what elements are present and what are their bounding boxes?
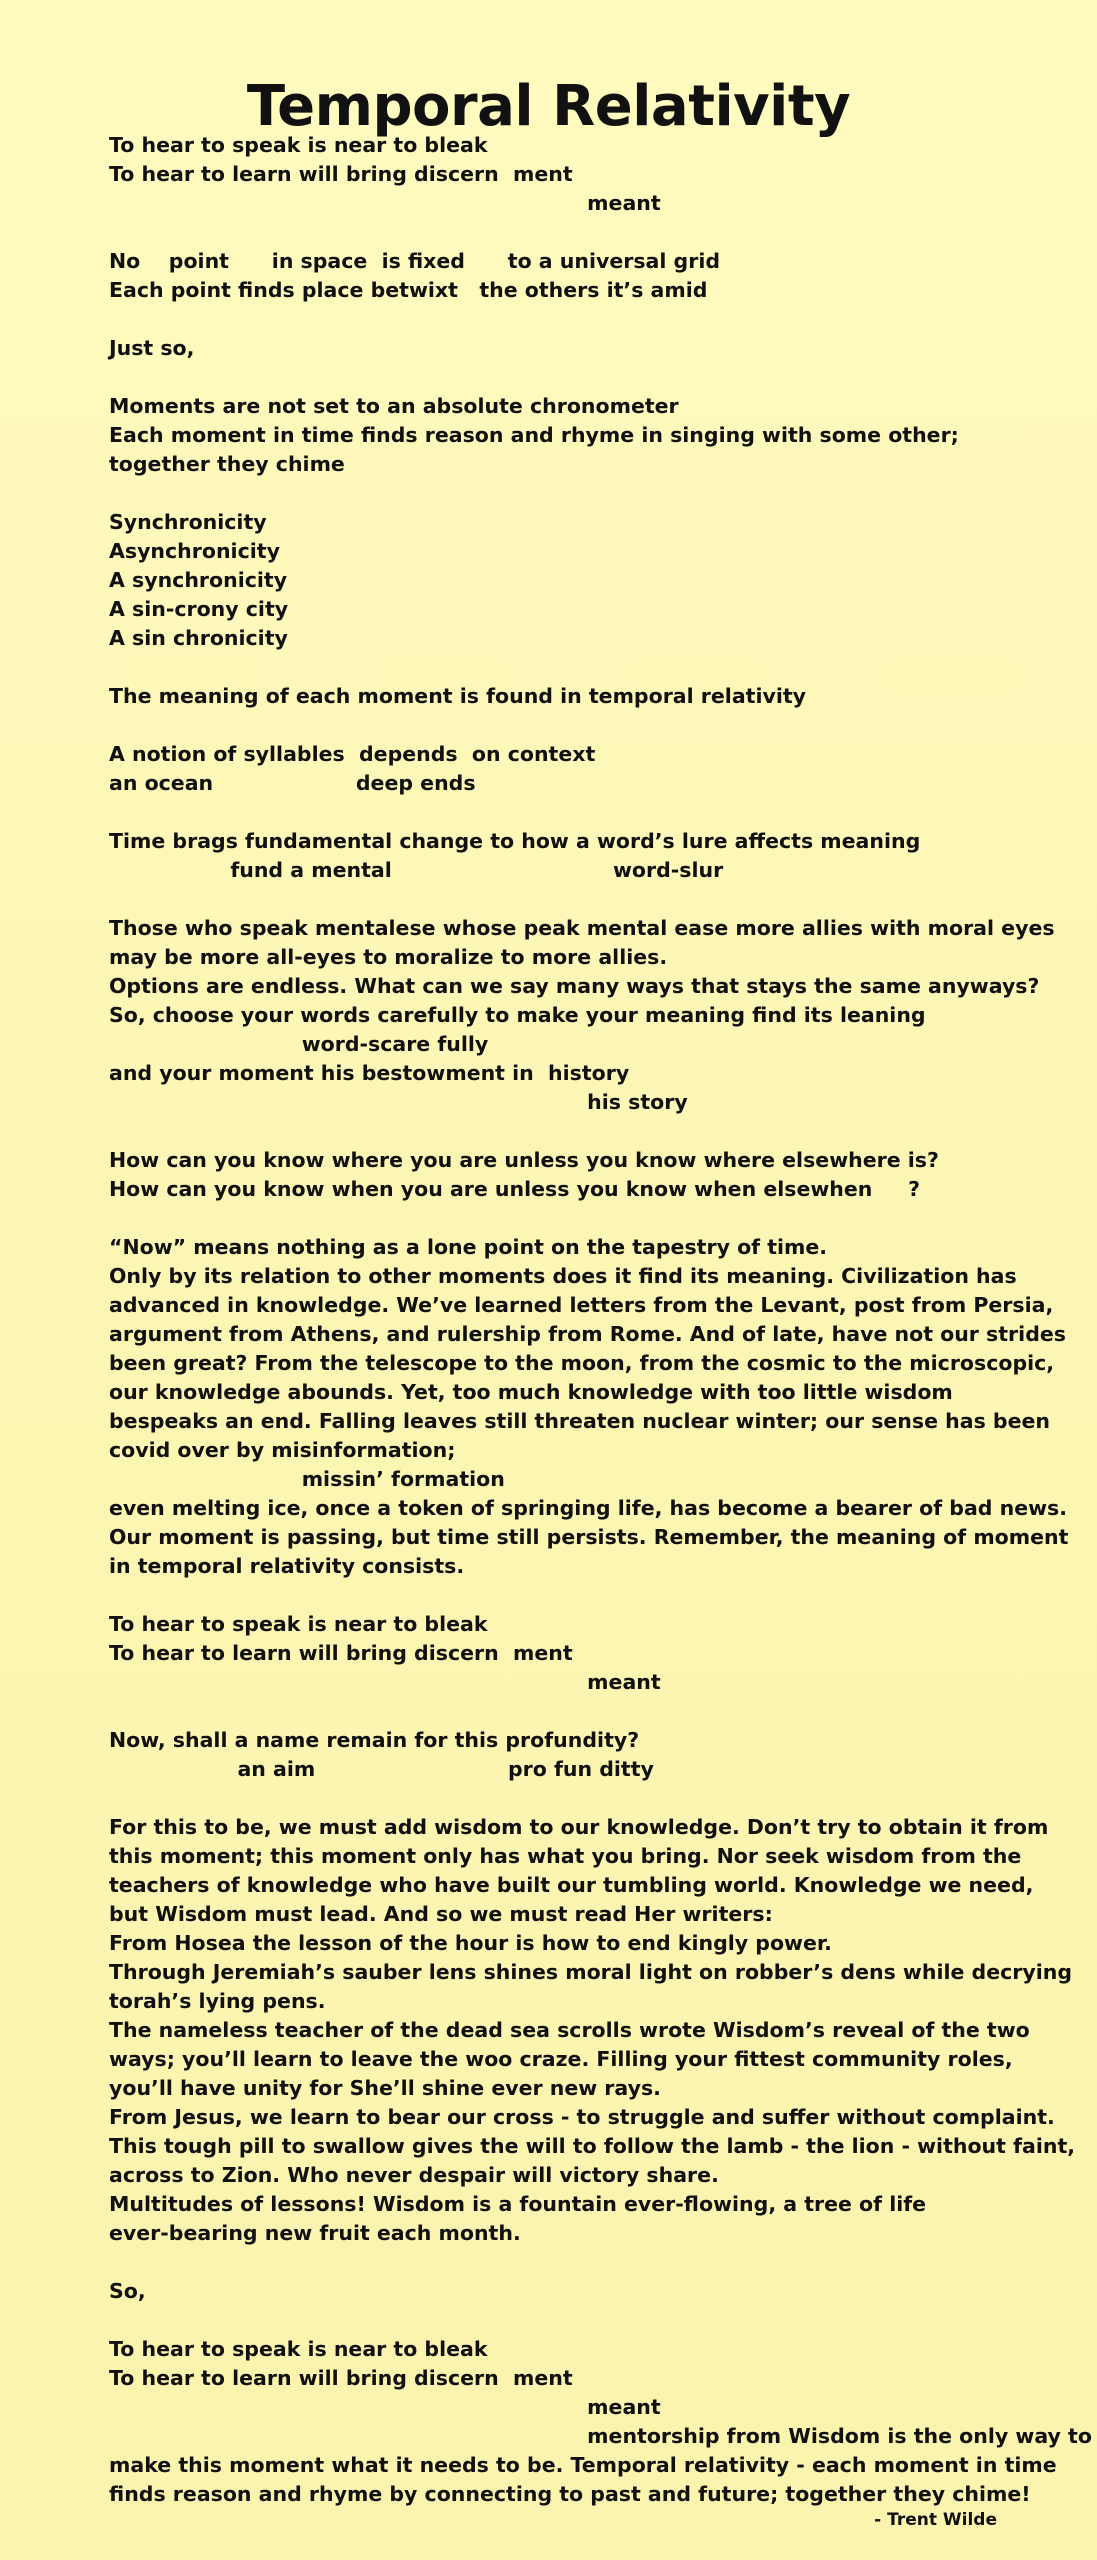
poem-line: our knowledge abounds. Yet, too much knowledge with too little wisdom [109,1380,953,1404]
poem-line: This tough pill to swallow gives the will to follow the lamb - the lion - without faint, [109,2134,1076,2158]
poem-line: argument from Athens, and rulership from Rome. And of late, have not our strides [109,1322,1066,1346]
poem-line: Only by its relation to other moments does it find its meaning. Civilization has [109,1264,1017,1288]
poem-line: “Now” means nothing as a lone point on the tapestry of time. [109,1235,828,1259]
poem-line: To hear to learn will bring discern ment [109,1641,573,1665]
poem-line: Each point finds place betwixt the others it’s amid [109,278,708,302]
author-signature: - Trent Wilde [874,2510,997,2530]
poem-line: meant [109,191,661,215]
poem-line: A notion of syllables depends on context [109,742,596,766]
poem-line: mentorship from Wisdom is the only way to [109,2424,1092,2448]
poem-line: The nameless teacher of the dead sea scrolls wrote Wisdom’s reveal of the two [109,2018,1030,2042]
poem-line: in temporal relativity consists. [109,1554,465,1578]
poem-line: From Hosea the lesson of the hour is how to end kingly power. [109,1931,832,1955]
poem-line: and your moment his bestowment in history [109,1061,630,1085]
stanza-break [109,711,1009,740]
poem-line: may be more all-eyes to moralize to more allies. [109,945,668,969]
poem-line: Multitudes of lessons! Wisdom is a fountain ever-flowing, a tree of life [109,2192,927,2216]
poem-line: A sin chronicity [109,626,288,650]
poem-line: but Wisdom must lead. And so we must read Her writers: [109,1902,773,1926]
poem-line: Our moment is passing, but time still persists. Remember, the meaning of moment [109,1525,1069,1549]
poem-line: Through Jeremiah’s sauber lens shines moral light on robber’s dens while decrying [109,1960,1073,1984]
poem-line: Options are endless. What can we say many ways that stays the same anyways? [109,974,1040,998]
poem-line: meant [109,2395,661,2419]
poem-line: advanced in knowledge. We’ve learned letters from the Levant, post from Persia, [109,1293,1054,1317]
poem-line: teachers of knowledge who have built our tumbling world. Knowledge we need, [109,1873,1034,1897]
poem-line: ever-bearing new fruit each month. [109,2221,521,2245]
poem-line: To hear to learn will bring discern ment [109,2366,573,2390]
poem-line: So, choose your words carefully to make your meaning find its leaning [109,1003,926,1027]
stanza-break [109,653,1009,682]
poem-line: across to Zion. Who never despair will victory share. [109,2163,719,2187]
poem-line: ways; you’ll learn to leave the woo craze. Filling your fittest community roles, [109,2047,1013,2071]
poem-line: missin’ formation [109,1467,505,1491]
poem-line: Now, shall a name remain for this profundity? [109,1728,640,1752]
poem-line: Those who speak mentalese whose peak mental ease more allies with moral eyes [109,916,1055,940]
poem-line: fund a mental word-slur [109,858,724,882]
poem-line: been great? From the telescope to the moon, from the cosmic to the microscopic, [109,1351,1055,1375]
poem-line: Asynchronicity [109,539,280,563]
stanza-break [109,2306,1009,2335]
stanza-break [109,2248,1009,2277]
poem-line: you’ll have unity for She’ll shine ever new rays. [109,2076,661,2100]
poem-line: meant [109,1670,661,1694]
poem-line: an ocean deep ends [109,771,476,795]
stanza-break [109,479,1009,508]
poem-line: covid over by misinformation; [109,1438,456,1462]
poem-line: How can you know when you are unless you know when elsewhen ? [109,1177,920,1201]
stanza-break [109,885,1009,914]
poem-title: Temporal Relativity [246,73,851,139]
poem-line: this moment; this moment only has what you bring. Nor seek wisdom from the [109,1844,1022,1868]
poem-line: To hear to speak is near to bleak [109,1612,488,1636]
stanza-break [109,1697,1009,1726]
poem-line: No point in space is fixed to a universal grid [109,249,721,273]
poem-line: A synchronicity [109,568,288,592]
stanza-break [109,1784,1009,1813]
poem-line: The meaning of each moment is found in temporal relativity [109,684,807,708]
stanza-break [109,798,1009,827]
poem-line: an aim pro fun ditty [109,1757,654,1781]
poem-line: How can you know where you are unless you know where elsewhere is? [109,1148,939,1172]
poem-line: To hear to speak is near to bleak [109,133,488,157]
poem-line: word-scare fully [109,1032,489,1056]
poem-line: For this to be, we must add wisdom to our knowledge. Don’t try to obtain it from [109,1815,1049,1839]
stanza-break [109,1204,1009,1233]
poem-line: his story [109,1090,688,1114]
poem-line: together they chime [109,452,345,476]
stanza-break [109,1117,1009,1146]
poem-line: make this moment what it needs to be. Temporal relativity - each moment in time [109,2453,1057,2477]
poem-line: finds reason and rhyme by connecting to past and future; together they chime! [109,2482,1031,2506]
poem-line: bespeaks an end. Falling leaves still threaten nuclear winter; our sense has been [109,1409,1050,1433]
poem-line: To hear to learn will bring discern ment [109,162,573,186]
poem-line: From Jesus, we learn to bear our cross - to struggle and suffer without complaint. [109,2105,1055,2129]
stanza-break [109,1581,1009,1610]
stanza-break [109,305,1009,334]
poem-line: Synchronicity [109,510,267,534]
poem-body [109,131,1092,2509]
poem-line: Moments are not set to an absolute chronometer [109,394,679,418]
poem-line: A sin-crony city [109,597,289,621]
poem-line: torah’s lying pens. [109,1989,326,2013]
stanza-break [109,363,1009,392]
poem-line: even melting ice, once a token of springing life, has become a bearer of bad news. [109,1496,1068,1520]
poem-line: Time brags fundamental change to how a word’s lure affects meaning [109,829,921,853]
poem-line: So, [109,2279,146,2303]
stanza-break [109,218,1009,247]
poem-line: Each moment in time finds reason and rhyme in singing with some other; [109,423,959,447]
poem-line: Just so, [109,336,195,360]
poem-line: To hear to speak is near to bleak [109,2337,488,2361]
